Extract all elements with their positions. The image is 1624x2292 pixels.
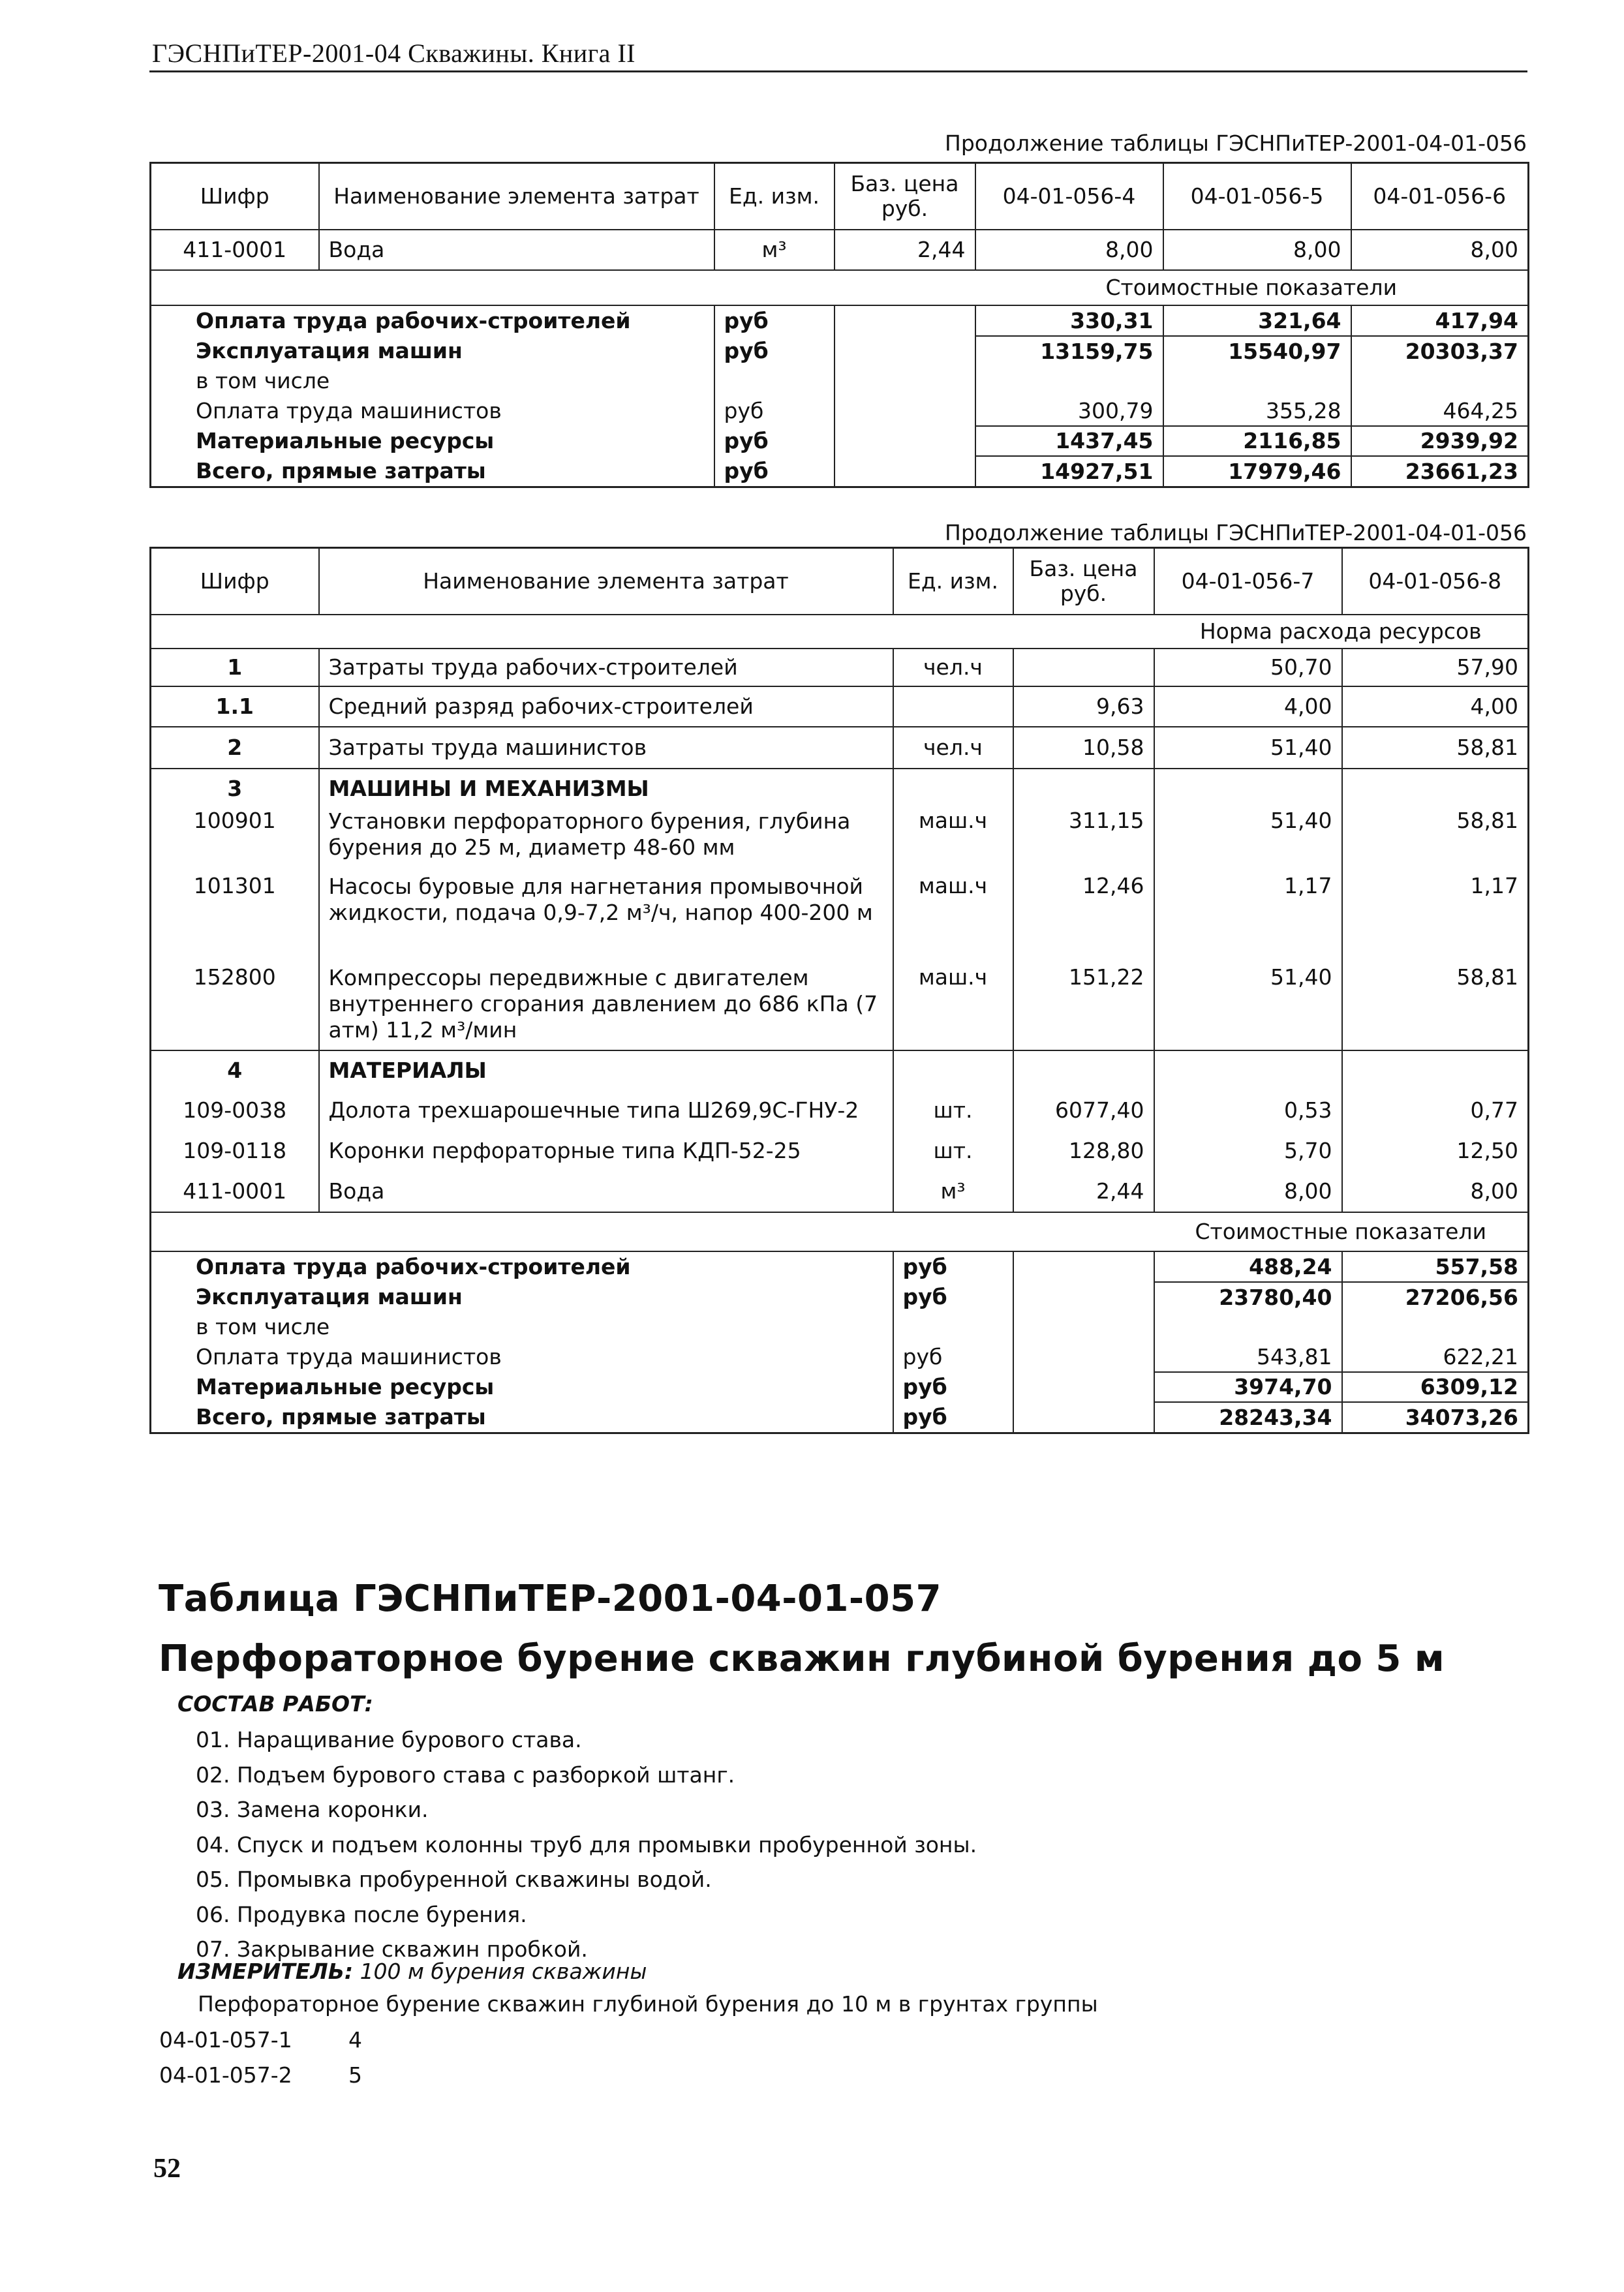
cost-row [151,1282,1529,1312]
cost-row [151,336,1529,366]
cost-section-label: Стоимостные показатели [1154,1212,1529,1251]
measure-label: ИЗМЕРИТЕЛЬ: [177,1959,354,1984]
code-group: 4 [348,2027,362,2053]
row-value: 1,17 [1342,874,1529,965]
cost-value: 34073,26 [1342,1402,1529,1433]
cost-value: 27206,56 [1342,1282,1529,1312]
table2-header-col2: 04-01-056-8 [1342,548,1529,615]
cost-unit: руб [893,1251,1013,1282]
cost-row [151,1402,1529,1433]
table-row [151,965,1529,1050]
row-unit: чел.ч [893,649,1013,686]
cost-row [151,1372,1529,1402]
table1-header-unit: Ед. изм. [714,163,835,230]
header-rule [149,70,1527,72]
cost-unit: руб [893,1372,1013,1402]
cost-unit: руб [714,396,835,426]
row-value: 0,77 [1342,1090,1529,1131]
row-price: 2,44 [835,230,975,270]
measure-line [177,1959,647,1984]
table1-header-price: Баз. цена руб. [835,163,975,230]
row-unit: м³ [714,230,835,270]
table1-header-code: Шифр [151,163,319,230]
row-value: 5,70 [1154,1131,1342,1171]
table-row [151,1171,1529,1212]
row-name: МАШИНЫ И МЕХАНИЗМЫ [319,769,893,808]
section-label-row [151,1212,1529,1251]
norm-section-label: Норма расхода ресурсов [1154,615,1529,649]
cost-unit: руб [714,305,835,336]
row-value: 58,81 [1342,727,1529,769]
cost-value: 13159,75 [975,336,1163,366]
row-code: 411-0001 [151,1171,319,1212]
table1-header-col1: 04-01-056-4 [975,163,1163,230]
cost-value: 417,94 [1351,305,1529,336]
list-item: 05. Промывка пробуренной скважины водой. [196,1867,712,1892]
table2-header-price: Баз. цена руб. [1013,548,1154,615]
row-price: 2,44 [1013,1171,1154,1212]
row-code: 2 [151,727,319,769]
row-value: 57,90 [1342,649,1529,686]
table-row [151,874,1529,965]
cost-value: 23661,23 [1351,456,1529,487]
works-list [196,1722,977,1967]
cost-name: Всего, прямые затраты [196,458,486,483]
list-item: 06. Продувка после бурения. [196,1901,527,1927]
row-value: 58,81 [1342,965,1529,1050]
list-item: 04. Спуск и подъем колонны труб для промывки пробуренной зоны. [196,1831,977,1857]
row-name: Затраты труда машинистов [319,727,893,769]
code-label: 04-01-057-2 [159,2062,292,2088]
row-price [1013,649,1154,686]
cost-value: 28243,34 [1154,1402,1342,1433]
row-name: Вода [319,1171,893,1212]
table2-continuation-caption: Продолжение таблицы ГЭСНПиТЕР-2001-04-01-056 [945,520,1527,545]
table-row [151,727,1529,769]
section-label-row [151,270,1529,305]
cost-name: в том числе [196,1314,330,1339]
cost-section-label: Стоимостные показатели [975,270,1529,305]
row-value: 1,17 [1154,874,1342,965]
table-subtitle: Перфораторное бурение скважин глубиной бурения до 5 м [159,1638,1445,1680]
row-name: МАТЕРИАЛЫ [319,1050,893,1090]
cost-name: Материальные ресурсы [196,1374,495,1399]
cost-value: 330,31 [975,305,1163,336]
list-item [159,2023,362,2058]
list-item: 01. Наращивание бурового става. [196,1727,582,1752]
row-name: Средний разряд рабочих-строителей [319,686,893,727]
cost-row [151,426,1529,456]
row-price: 128,80 [1013,1131,1154,1171]
row-code: 1 [151,649,319,686]
table2-header-name: Наименование элемента затрат [319,548,893,615]
row-value: 8,00 [1342,1171,1529,1212]
cost-value: 2939,92 [1351,426,1529,456]
row-value: 8,00 [1154,1171,1342,1212]
table-row [151,686,1529,727]
cost-name: Эксплуатация машин [196,1284,463,1309]
cost-value: 543,81 [1154,1342,1342,1372]
cost-name: Оплата труда рабочих-строителей [196,1254,631,1279]
row-unit [893,686,1013,727]
row-code: 1.1 [151,686,319,727]
table-title: Таблица ГЭСНПиТЕР-2001-04-01-057 [159,1578,942,1620]
row-code: 100901 [193,808,276,833]
row-value: 51,40 [1154,727,1342,769]
row-code: 4 [227,1058,243,1083]
cost-row [151,366,1529,396]
row-value: 51,40 [1154,808,1342,874]
table1-header-col3: 04-01-056-6 [1351,163,1529,230]
row-name: Коронки перфораторные типа КДП-52-25 [319,1131,893,1171]
cost-row [151,396,1529,426]
row-value: 58,81 [1342,808,1529,874]
cost-row [151,305,1529,336]
row-price: 12,46 [1013,874,1154,965]
table2-header-code: Шифр [151,548,319,615]
row-name: Затраты труда рабочих-строителей [319,649,893,686]
running-header: ГЭСНПиТЕР-2001-04 Скважины. Книга II [152,38,636,68]
table1-header-name: Наименование элемента затрат [319,163,714,230]
cost-name: Материальные ресурсы [196,428,495,453]
row-unit: чел.ч [893,727,1013,769]
row-price: 10,58 [1013,727,1154,769]
list-item: 03. Замена коронки. [196,1797,429,1822]
cost-unit: руб [714,456,835,487]
cost-name: в том числе [196,368,330,393]
code-label: 04-01-057-1 [159,2027,292,2053]
list-item: 02. Подъем бурового става с разборкой штанг. [196,1762,735,1788]
row-name: Компрессоры передвижные с двигателем внутреннего сгорания давлением до 686 кПа (7 атм) 11,2 м³/мин [319,965,893,1050]
measure-description: Перфораторное бурение скважин глубиной бурения до 10 м в грунтах группы [198,1991,1098,2017]
cost-row [151,456,1529,487]
row-value: 51,40 [1154,965,1342,1050]
table2-header-unit: Ед. изм. [893,548,1013,615]
table1-header-col2: 04-01-056-5 [1163,163,1351,230]
row-unit: шт. [893,1131,1013,1171]
table-row [151,808,1529,874]
code-group: 5 [348,2062,362,2088]
table2-header-row [151,548,1529,615]
cost-name: Оплата труда рабочих-строителей [196,308,631,333]
row-unit: м³ [893,1171,1013,1212]
row-code: 411-0001 [151,230,319,270]
codes-list [159,2023,362,2093]
norm-label-row [151,615,1529,649]
table-row [151,1131,1529,1171]
cost-value: 2116,85 [1163,426,1351,456]
row-value: 0,53 [1154,1090,1342,1131]
row-value: 4,00 [1342,686,1529,727]
page-number: 52 [153,2154,181,2184]
row-code: 152800 [151,965,319,1050]
cost-value: 3974,70 [1154,1372,1342,1402]
cost-row [151,1342,1529,1372]
cost-value: 1437,45 [975,426,1163,456]
cost-row [151,1251,1529,1282]
row-value: 12,50 [1342,1131,1529,1171]
row-name: Долота трехшарошечные типа Ш269,9С-ГНУ-2 [319,1090,893,1131]
cost-row [151,1312,1529,1342]
row-code: 101301 [193,873,276,898]
cost-name: Всего, прямые затраты [196,1404,486,1429]
row-value: 4,00 [1154,686,1342,727]
cost-unit: руб [893,1282,1013,1312]
cost-value: 300,79 [975,396,1163,426]
row-unit: маш.ч [893,965,1013,1050]
works-label: СОСТАВ РАБОТ: [177,1691,373,1717]
cost-value: 20303,37 [1351,336,1529,366]
table2-header-col1: 04-01-056-7 [1154,548,1342,615]
list-item: 07. Закрывание скважин пробкой. [196,1936,588,1962]
cost-value: 15540,97 [1163,336,1351,366]
list-item [159,2058,362,2093]
row-price: 311,15 [1013,808,1154,874]
row-name: Установки перфораторного бурения, глубина бурения до 25 м, диаметр 48-60 мм [319,808,893,874]
cost-value: 488,24 [1154,1251,1342,1282]
cost-name: Эксплуатация машин [196,338,463,363]
table1-continuation-caption: Продолжение таблицы ГЭСНПиТЕР-2001-04-01-056 [945,130,1527,156]
row-value: 8,00 [1163,230,1351,270]
row-name: Насосы буровые для нагнетания промывочной жидкости, подача 0,9-7,2 м³/ч, напор 400-200 м [319,874,893,965]
table-row [151,230,1529,270]
cost-unit: руб [893,1342,1013,1372]
row-price: 9,63 [1013,686,1154,727]
cost-unit: руб [893,1402,1013,1433]
cost-value: 464,25 [1351,396,1529,426]
table-row [151,1050,1529,1090]
row-unit: маш.ч [893,874,1013,965]
row-unit: шт. [893,1090,1013,1131]
cost-unit: руб [714,336,835,366]
cost-value: 622,21 [1342,1342,1529,1372]
row-value: 50,70 [1154,649,1342,686]
cost-value: 557,58 [1342,1251,1529,1282]
row-value: 8,00 [975,230,1163,270]
table-row [151,649,1529,686]
table-row [151,769,1529,808]
cost-value: 355,28 [1163,396,1351,426]
table1 [149,162,1529,488]
measure-value: 100 м бурения скважины [360,1959,647,1984]
cost-name: Оплата труда машинистов [196,398,502,423]
cost-value: 6309,12 [1342,1372,1529,1402]
cost-name: Оплата труда машинистов [196,1344,502,1369]
row-name: Вода [319,230,714,270]
row-code: 109-0118 [183,1138,287,1163]
cost-unit: руб [714,426,835,456]
cost-value: 23780,40 [1154,1282,1342,1312]
row-price: 151,22 [1013,965,1154,1050]
table1-header-row [151,163,1529,230]
row-value: 8,00 [1351,230,1529,270]
row-code: 3 [227,776,243,801]
cost-value: 17979,46 [1163,456,1351,487]
row-unit: маш.ч [893,808,1013,874]
cost-value: 321,64 [1163,305,1351,336]
table2 [149,547,1529,1434]
row-code: 109-0038 [183,1097,287,1123]
row-price: 6077,40 [1013,1090,1154,1131]
cost-value: 14927,51 [975,456,1163,487]
table-row [151,1090,1529,1131]
